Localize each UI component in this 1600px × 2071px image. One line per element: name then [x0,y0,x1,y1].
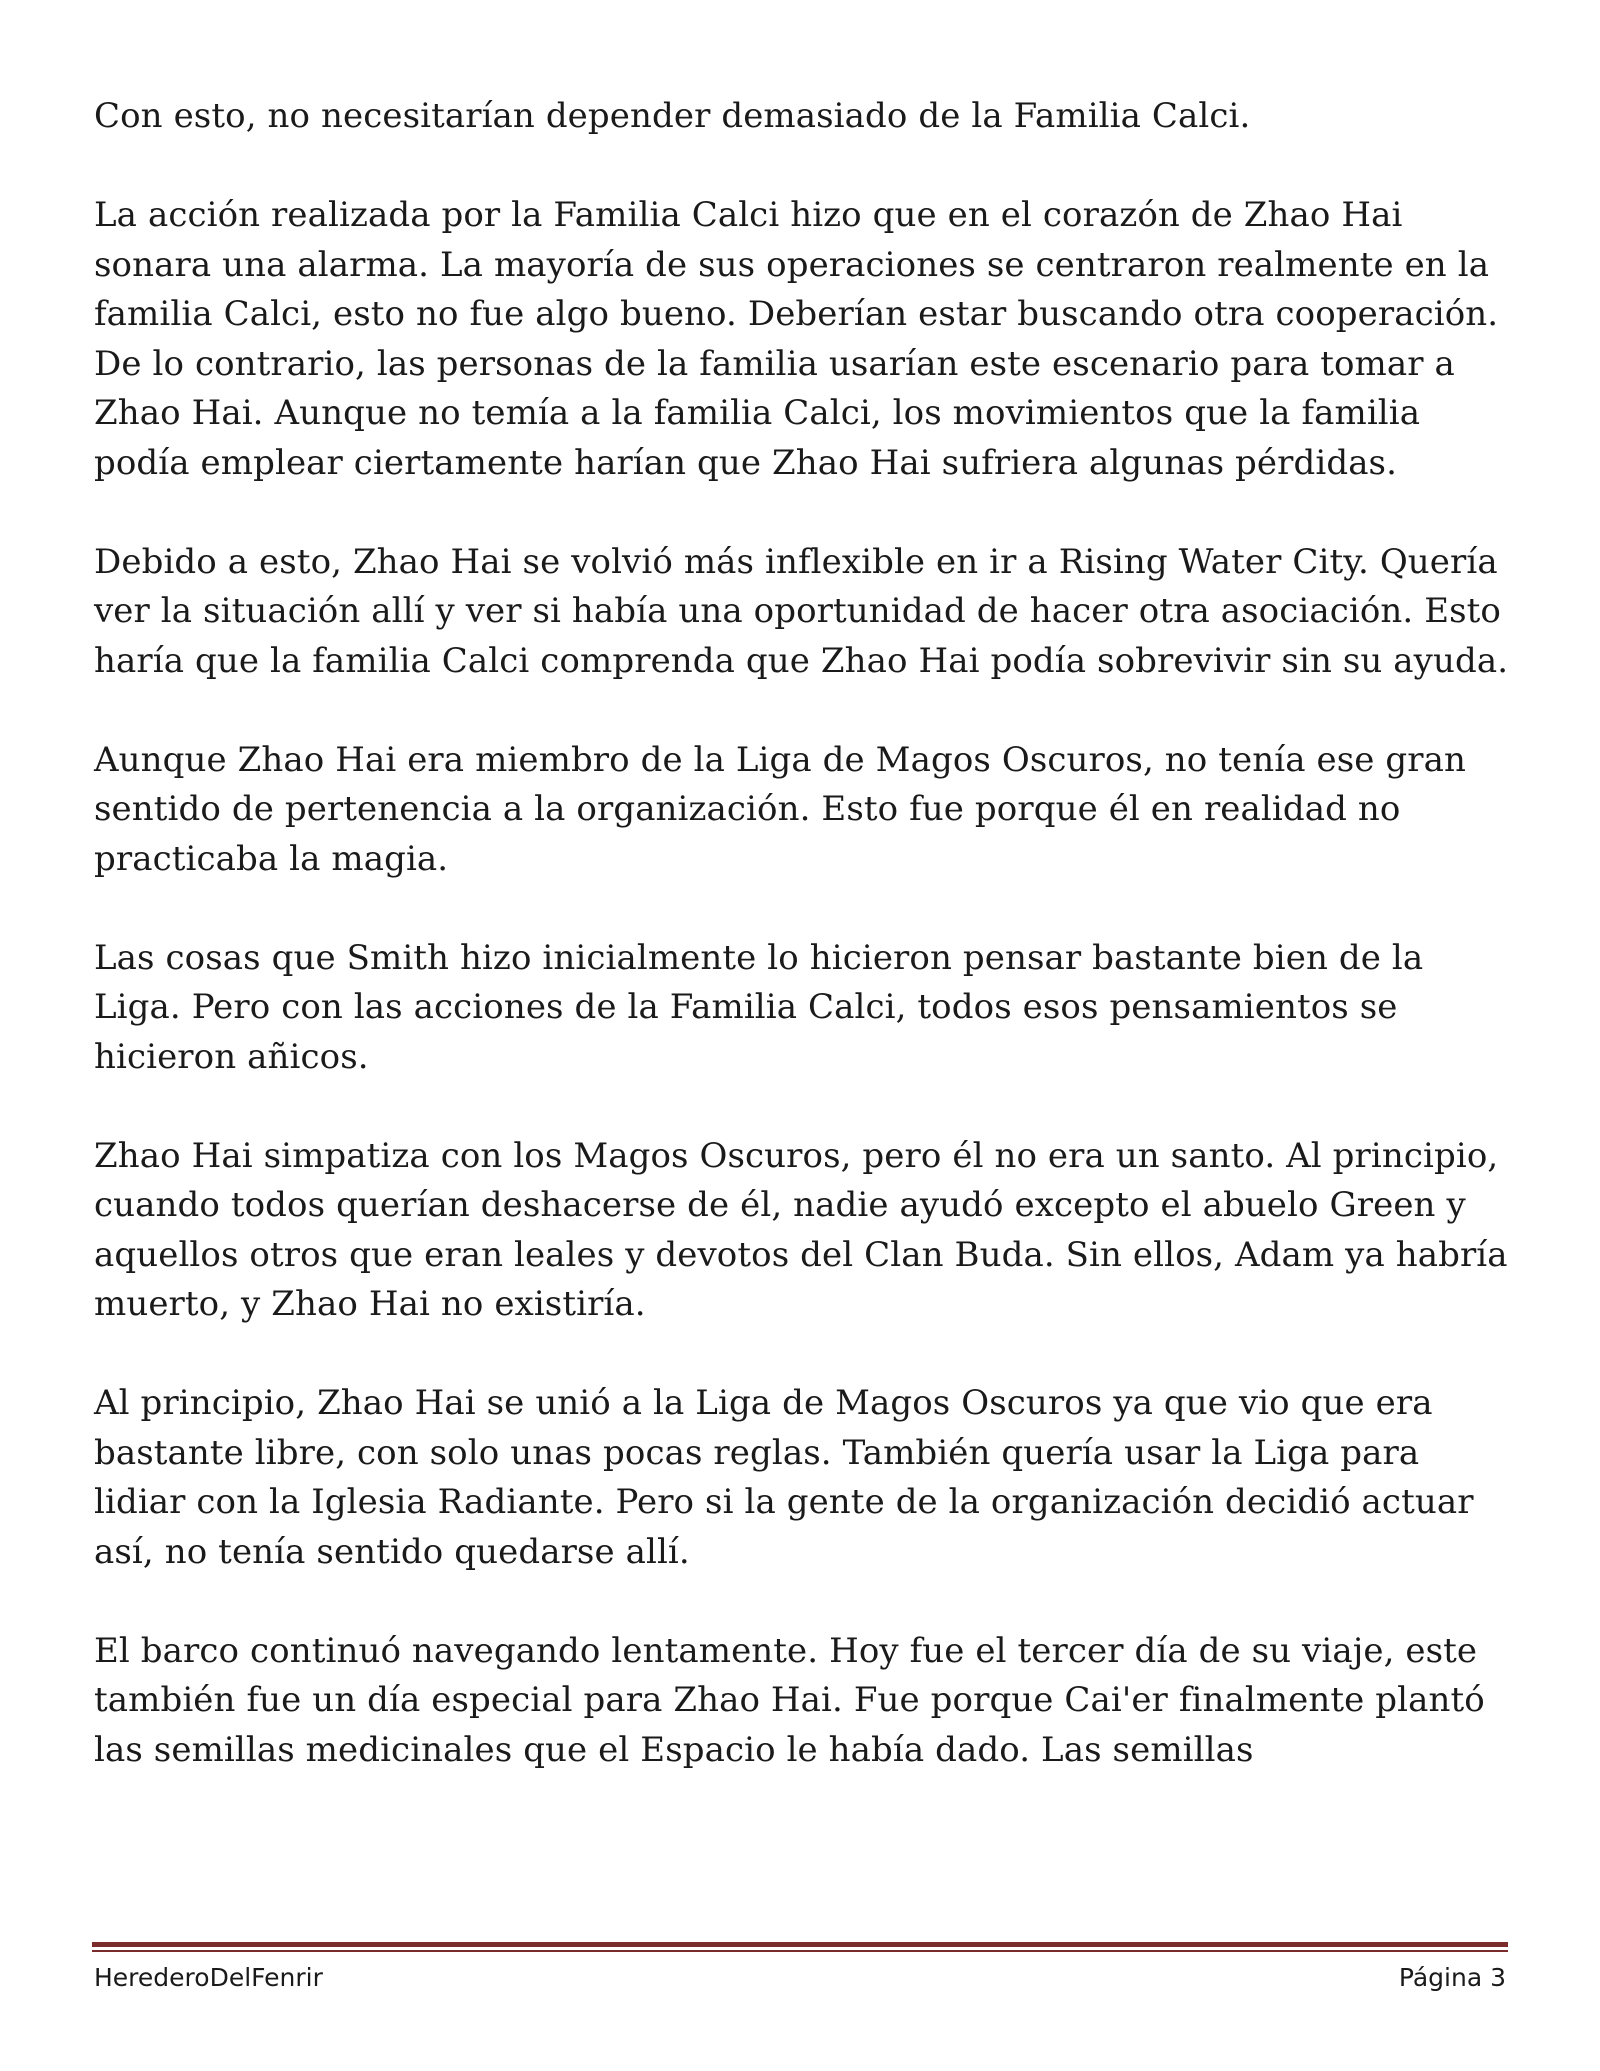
footer-author: HerederoDelFenrir [94,1963,323,1992]
paragraph-4: Aunque Zhao Hai era miembro de la Liga de Magos Oscuros, no tenía ese gran sentido de pertenencia a la organización. Esto fue porque él en realidad no practicaba la magia. [94,739,1466,879]
paragraph-8: El barco continuó navegando lentamente. Hoy fue el tercer día de su viaje, este también fue un día especial para Zhao Hai. Fue porque Cai'er finalmente plantó las semillas medicinales que el Espacio le había dado. Las semillas [94,1630,1485,1770]
footer-page-number: Página 3 [1398,1963,1506,1992]
paragraph-2: La acción realizada por la Familia Calci hizo que en el corazón de Zhao Hai sonara una alarma. La mayoría de sus operaciones se centraron realmente en la familia Calci, esto no fue algo bueno. Deberían estar buscando otra cooperación. De lo contrario, las personas de la familia usarían este escenario para tomar a Zhao Hai. Aunque no temía a la familia Calci, los movimientos que la familia podía emplear ciertamente harían que Zhao Hai sufriera algunas pérdidas. [94,195,1499,483]
footer-divider-thick [92,1942,1508,1947]
paragraph-7: Al principio, Zhao Hai se unió a la Liga de Magos Oscuros ya que vio que era bastante libre, con solo unas pocas reglas. También quería usar la Liga para lidiar con la Iglesia Radiante. Pero si la gente de la organización decidió actuar así, no tenía sentido quedarse allí. [94,1383,1474,1572]
footer-divider-thin [92,1950,1508,1952]
body-text [94,92,1514,1775]
paragraph-3: Debido a esto, Zhao Hai se volvió más inflexible en ir a Rising Water City. Quería ver la situación allí y ver si había una oportunidad de hacer otra asociación. Esto haría que la familia Calci comprenda que Zhao Hai podía sobrevivir sin su ayuda. [94,541,1509,681]
paragraph-1: Con esto, no necesitarían depender demasiado de la Familia Calci. [94,96,1251,136]
paragraph-5: Las cosas que Smith hizo inicialmente lo hicieron pensar bastante bien de la Liga. Pero con las acciones de la Familia Calci, todos esos pensamientos se hicieron añicos. [94,937,1424,1077]
paragraph-6: Zhao Hai simpatiza con los Magos Oscuros, pero él no era un santo. Al principio, cuando todos querían deshacerse de él, nadie ayudó excepto el abuelo Green y aquellos otros que eran leales y devotos del Clan Buda. Sin ellos, Adam ya habría muerto, y Zhao Hai no existiría. [94,1135,1508,1324]
